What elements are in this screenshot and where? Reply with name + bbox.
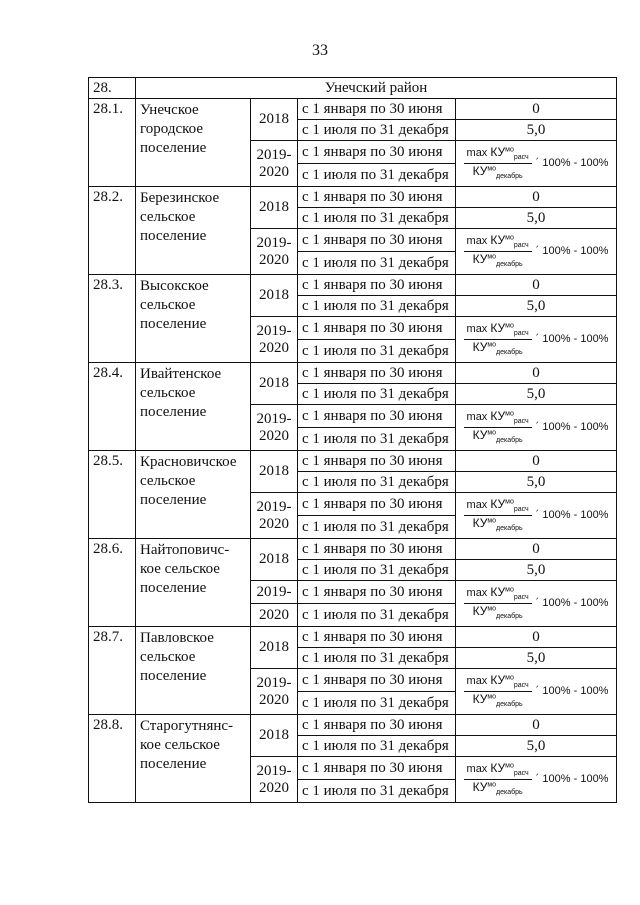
period-cell: с 1 июля по 31 декабря (298, 164, 456, 187)
period-cell: с 1 января по 30 июня (298, 363, 456, 384)
formula-ku: КУ (490, 321, 506, 336)
settlement-name: Найтоповичс-кое сельское поселение (136, 539, 251, 627)
formula-cell (456, 581, 617, 627)
period-cell: с 1 января по 30 июня (298, 757, 456, 780)
formula-cell (456, 141, 617, 187)
formula (458, 322, 614, 357)
district-header-row (89, 78, 617, 99)
year-cell: 2019-2020 (251, 141, 298, 187)
formula (458, 586, 614, 621)
formula (458, 146, 614, 181)
year-cell: 2018 (251, 363, 298, 405)
formula-tail: ´ 100% - 100% (535, 597, 609, 610)
formula-ku: КУ (472, 604, 488, 618)
value-cell: 5,0 (456, 472, 617, 493)
value-cell: 5,0 (456, 296, 617, 317)
formula-cell (456, 669, 617, 715)
year-cell: 2019- (251, 581, 298, 604)
value-cell: 5,0 (456, 560, 617, 581)
formula-numerator (464, 146, 532, 164)
value-cell: 5,0 (456, 736, 617, 757)
formula-ku: КУ (490, 145, 506, 160)
formula (458, 498, 614, 533)
period-cell: с 1 января по 30 июня (298, 451, 456, 472)
formula-sub: декабрь (496, 525, 523, 533)
settlement-row (89, 539, 617, 560)
formula (458, 762, 614, 797)
year-cell: 2018 (251, 275, 298, 317)
period-cell: с 1 июля по 31 декабря (298, 340, 456, 363)
period-cell: с 1 июля по 31 декабря (298, 384, 456, 405)
formula-fraction (464, 498, 532, 533)
formula-sup: мо (505, 410, 514, 418)
period-cell: с 1 июля по 31 декабря (298, 428, 456, 451)
formula-ku: КУ (472, 340, 488, 354)
formula-denominator (470, 780, 526, 797)
formula-tail: ´ 100% - 100% (535, 685, 609, 698)
formula-cell (456, 757, 617, 803)
formula-ku: КУ (472, 692, 488, 706)
value-cell: 0 (456, 715, 617, 736)
formula-numerator (464, 234, 532, 252)
formula-ku: КУ (472, 164, 488, 178)
formula-sup: мо (505, 498, 514, 506)
formula-cell (456, 317, 617, 363)
formula-max: max (466, 323, 488, 336)
value-cell: 0 (456, 363, 617, 384)
row-number: 28.2. (89, 187, 136, 275)
formula-fraction (464, 762, 532, 797)
formula-sup: мо (505, 762, 514, 770)
formula-sup: мо (505, 674, 514, 682)
formula-ku: КУ (490, 673, 506, 688)
period-cell: с 1 января по 30 июня (298, 405, 456, 428)
formula-sub: декабрь (496, 701, 523, 709)
formula-fraction (464, 410, 532, 445)
settlement-row (89, 99, 617, 120)
formula-sub: декабрь (496, 349, 523, 357)
period-cell: с 1 июля по 31 декабря (298, 692, 456, 715)
value-cell: 0 (456, 451, 617, 472)
district-number: 28. (89, 78, 136, 99)
formula-sup: мо (487, 341, 497, 349)
year-cell: 2019-2020 (251, 493, 298, 539)
formula-numerator (464, 322, 532, 340)
formula-sub: декабрь (496, 613, 523, 621)
formula-denominator (470, 516, 526, 533)
year-cell: 2018 (251, 187, 298, 229)
formula-sub: расч (513, 154, 529, 162)
value-cell: 0 (456, 627, 617, 648)
year-cell: 2020 (251, 604, 298, 627)
period-cell: с 1 июля по 31 декабря (298, 604, 456, 627)
formula-max: max (466, 675, 488, 688)
settlement-row (89, 187, 617, 208)
period-cell: с 1 января по 30 июня (298, 99, 456, 120)
formula-ku: КУ (472, 780, 488, 794)
formula-tail: ´ 100% - 100% (535, 333, 609, 346)
period-cell: с 1 января по 30 июня (298, 493, 456, 516)
settlement-name: Высокское сельское поселение (136, 275, 251, 363)
year-cell: 2019-2020 (251, 317, 298, 363)
formula-ku: КУ (472, 428, 488, 442)
year-cell: 2019-2020 (251, 669, 298, 715)
formula-fraction (464, 586, 532, 621)
formula-sup: мо (505, 586, 514, 594)
period-cell: с 1 января по 30 июня (298, 141, 456, 164)
formula-sup: мо (487, 429, 497, 437)
page-number: 33 (312, 42, 328, 59)
period-cell: с 1 июля по 31 декабря (298, 780, 456, 803)
value-cell: 0 (456, 187, 617, 208)
formula-cell (456, 493, 617, 539)
formula-sup: мо (487, 517, 497, 525)
period-cell: с 1 января по 30 июня (298, 669, 456, 692)
settlement-row (89, 451, 617, 472)
value-cell: 5,0 (456, 208, 617, 229)
period-cell: с 1 июля по 31 декабря (298, 516, 456, 539)
formula (458, 234, 614, 269)
period-cell: с 1 июля по 31 декабря (298, 648, 456, 669)
formula-ku: КУ (472, 252, 488, 266)
formula-tail: ´ 100% - 100% (535, 773, 609, 786)
formula-fraction (464, 234, 532, 269)
formula-fraction (464, 674, 532, 709)
period-cell: с 1 января по 30 июня (298, 539, 456, 560)
settlement-name: Ивайтенское сельское поселение (136, 363, 251, 451)
settlement-name: Красновичское сельское поселение (136, 451, 251, 539)
district-title: Унечский район (136, 78, 617, 99)
formula-max: max (466, 147, 488, 160)
formula-denominator (470, 340, 526, 357)
period-cell: с 1 июля по 31 декабря (298, 296, 456, 317)
period-cell: с 1 июля по 31 декабря (298, 472, 456, 493)
period-cell: с 1 января по 30 июня (298, 317, 456, 340)
row-number: 28.7. (89, 627, 136, 715)
period-cell: с 1 июля по 31 декабря (298, 120, 456, 141)
formula-denominator (470, 252, 526, 269)
year-cell: 2018 (251, 99, 298, 141)
formula-cell (456, 229, 617, 275)
tariff-table (88, 77, 617, 803)
year-cell: 2018 (251, 539, 298, 581)
period-cell: с 1 июля по 31 декабря (298, 736, 456, 757)
period-cell: с 1 июля по 31 декабря (298, 560, 456, 581)
formula-fraction (464, 322, 532, 357)
formula-ku: КУ (490, 761, 506, 776)
period-cell: с 1 января по 30 июня (298, 627, 456, 648)
formula-max: max (466, 499, 488, 512)
year-cell: 2019-2020 (251, 757, 298, 803)
row-number: 28.6. (89, 539, 136, 627)
row-number: 28.5. (89, 451, 136, 539)
formula-sub: расч (513, 330, 529, 338)
settlement-row (89, 363, 617, 384)
formula-sup: мо (487, 165, 497, 173)
formula-max: max (466, 235, 488, 248)
formula (458, 410, 614, 445)
value-cell: 0 (456, 275, 617, 296)
formula-tail: ´ 100% - 100% (535, 245, 609, 258)
year-cell: 2019-2020 (251, 229, 298, 275)
formula-sub: декабрь (496, 437, 523, 445)
value-cell: 0 (456, 99, 617, 120)
formula-denominator (470, 692, 526, 709)
formula-sup: мо (487, 781, 497, 789)
formula-sup: мо (487, 253, 497, 261)
formula-ku: КУ (472, 516, 488, 530)
formula-fraction (464, 146, 532, 181)
period-cell: с 1 января по 30 июня (298, 187, 456, 208)
formula-sup: мо (505, 234, 514, 242)
settlement-row (89, 627, 617, 648)
formula-numerator (464, 762, 532, 780)
value-cell: 5,0 (456, 648, 617, 669)
formula-tail: ´ 100% - 100% (535, 157, 609, 170)
period-cell: с 1 января по 30 июня (298, 275, 456, 296)
formula-sub: декабрь (496, 789, 523, 797)
formula-numerator (464, 586, 532, 604)
formula-sup: мо (487, 693, 497, 701)
value-cell: 5,0 (456, 384, 617, 405)
formula-tail: ´ 100% - 100% (535, 421, 609, 434)
formula-ku: КУ (490, 233, 506, 248)
formula-numerator (464, 410, 532, 428)
settlement-name: Березинское сельское поселение (136, 187, 251, 275)
formula-numerator (464, 674, 532, 692)
formula-sub: расч (513, 242, 529, 250)
period-cell: с 1 января по 30 июня (298, 715, 456, 736)
row-number: 28.8. (89, 715, 136, 803)
formula-max: max (466, 411, 488, 424)
value-cell: 0 (456, 539, 617, 560)
period-cell: с 1 января по 30 июня (298, 581, 456, 604)
settlement-name: Павловское сельское поселение (136, 627, 251, 715)
formula-ku: КУ (490, 497, 506, 512)
year-cell: 2018 (251, 451, 298, 493)
formula-sup: мо (505, 322, 514, 330)
year-cell: 2018 (251, 715, 298, 757)
row-number: 28.4. (89, 363, 136, 451)
formula-denominator (470, 428, 526, 445)
formula-tail: ´ 100% - 100% (535, 509, 609, 522)
formula-sub: декабрь (496, 173, 523, 181)
period-cell: с 1 июля по 31 декабря (298, 208, 456, 229)
row-number: 28.3. (89, 275, 136, 363)
year-cell: 2019-2020 (251, 405, 298, 451)
period-cell: с 1 января по 30 июня (298, 229, 456, 252)
formula-ku: КУ (490, 409, 506, 424)
formula-denominator (470, 604, 526, 621)
formula-sup: мо (505, 146, 514, 154)
formula-max: max (466, 587, 488, 600)
formula-sub: расч (513, 418, 529, 426)
formula (458, 674, 614, 709)
formula-sub: декабрь (496, 261, 523, 269)
formula-numerator (464, 498, 532, 516)
settlement-name: Старогутнянс-кое сельское поселение (136, 715, 251, 803)
row-number: 28.1. (89, 99, 136, 187)
formula-sub: расч (513, 770, 529, 778)
settlement-name: Унечское городское поселение (136, 99, 251, 187)
settlement-row (89, 275, 617, 296)
formula-sup: мо (487, 605, 497, 613)
formula-denominator (470, 164, 526, 181)
formula-sub: расч (513, 506, 529, 514)
formula-cell (456, 405, 617, 451)
settlement-row (89, 715, 617, 736)
formula-sub: расч (513, 594, 529, 602)
value-cell: 5,0 (456, 120, 617, 141)
period-cell: с 1 июля по 31 декабря (298, 252, 456, 275)
formula-max: max (466, 763, 488, 776)
formula-ku: КУ (490, 585, 506, 600)
year-cell: 2018 (251, 627, 298, 669)
formula-sub: расч (513, 682, 529, 690)
